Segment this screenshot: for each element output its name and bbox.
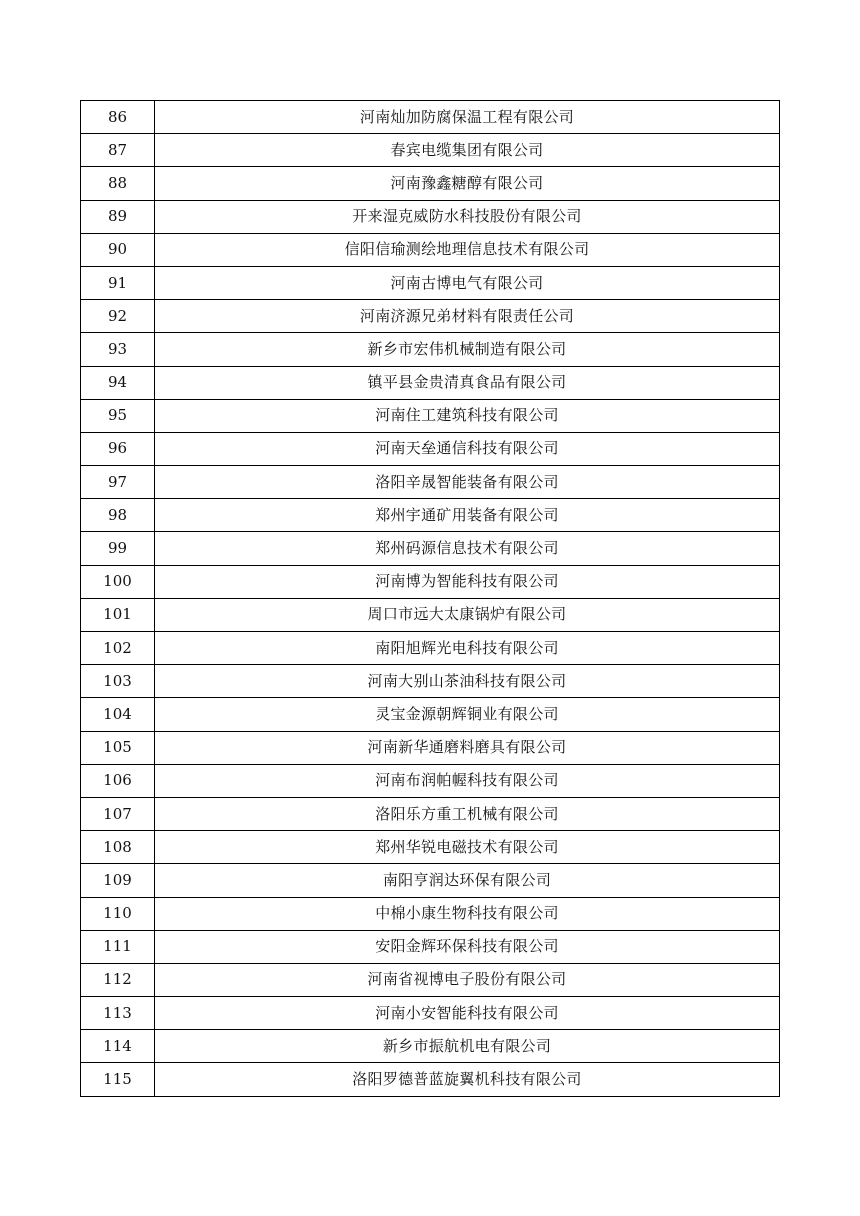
row-number: 105 xyxy=(81,731,155,764)
row-number: 110 xyxy=(81,897,155,930)
company-name: 春宾电缆集团有限公司 xyxy=(155,134,780,167)
table-row xyxy=(81,598,780,631)
row-number: 98 xyxy=(81,499,155,532)
table-row xyxy=(81,897,780,930)
table-row xyxy=(81,632,780,665)
table-row xyxy=(81,200,780,233)
table-row xyxy=(81,233,780,266)
row-number: 107 xyxy=(81,797,155,830)
row-number: 109 xyxy=(81,864,155,897)
row-number: 92 xyxy=(81,300,155,333)
table-row xyxy=(81,266,780,299)
company-name: 镇平县金贵清真食品有限公司 xyxy=(155,366,780,399)
company-name: 河南豫鑫糖醇有限公司 xyxy=(155,167,780,200)
company-name: 郑州华锐电磁技术有限公司 xyxy=(155,831,780,864)
table-row xyxy=(81,864,780,897)
row-number: 108 xyxy=(81,831,155,864)
company-name: 洛阳罗德普蓝旋翼机科技有限公司 xyxy=(155,1063,780,1096)
company-name: 灵宝金源朝辉铜业有限公司 xyxy=(155,698,780,731)
row-number: 111 xyxy=(81,930,155,963)
company-name: 周口市远大太康锅炉有限公司 xyxy=(155,598,780,631)
row-number: 88 xyxy=(81,167,155,200)
company-name: 河南住工建筑科技有限公司 xyxy=(155,399,780,432)
table-row xyxy=(81,300,780,333)
company-name: 郑州宇通矿用装备有限公司 xyxy=(155,499,780,532)
company-name: 安阳金辉环保科技有限公司 xyxy=(155,930,780,963)
table-row xyxy=(81,167,780,200)
table-row xyxy=(81,1030,780,1063)
company-list-table xyxy=(80,100,780,1097)
company-name: 南阳旭辉光电科技有限公司 xyxy=(155,632,780,665)
table-body xyxy=(81,101,780,1097)
row-number: 112 xyxy=(81,963,155,996)
row-number: 104 xyxy=(81,698,155,731)
company-name: 洛阳辛晟智能装备有限公司 xyxy=(155,466,780,499)
row-number: 89 xyxy=(81,200,155,233)
row-number: 99 xyxy=(81,532,155,565)
company-name: 新乡市振航机电有限公司 xyxy=(155,1030,780,1063)
company-name: 河南小安智能科技有限公司 xyxy=(155,997,780,1030)
row-number: 113 xyxy=(81,997,155,1030)
row-number: 87 xyxy=(81,134,155,167)
row-number: 93 xyxy=(81,333,155,366)
table-row xyxy=(81,101,780,134)
company-name: 洛阳乐方重工机械有限公司 xyxy=(155,797,780,830)
row-number: 96 xyxy=(81,432,155,465)
row-number: 103 xyxy=(81,665,155,698)
table-row xyxy=(81,499,780,532)
row-number: 94 xyxy=(81,366,155,399)
row-number: 100 xyxy=(81,565,155,598)
table-row xyxy=(81,764,780,797)
company-name: 河南博为智能科技有限公司 xyxy=(155,565,780,598)
company-name: 河南省视博电子股份有限公司 xyxy=(155,963,780,996)
table-row xyxy=(81,466,780,499)
table-row xyxy=(81,432,780,465)
table-row xyxy=(81,930,780,963)
company-name: 信阳信瑜测绘地理信息技术有限公司 xyxy=(155,233,780,266)
table-row xyxy=(81,134,780,167)
table-row xyxy=(81,997,780,1030)
table-row xyxy=(81,1063,780,1096)
company-name: 河南济源兄弟材料有限责任公司 xyxy=(155,300,780,333)
table-row xyxy=(81,366,780,399)
company-name: 河南灿加防腐保温工程有限公司 xyxy=(155,101,780,134)
row-number: 106 xyxy=(81,764,155,797)
table-row xyxy=(81,399,780,432)
company-name: 河南天垒通信科技有限公司 xyxy=(155,432,780,465)
document-page xyxy=(80,100,778,1097)
row-number: 90 xyxy=(81,233,155,266)
table-row xyxy=(81,665,780,698)
table-row xyxy=(81,532,780,565)
company-name: 中棉小康生物科技有限公司 xyxy=(155,897,780,930)
company-name: 河南布润帕幄科技有限公司 xyxy=(155,764,780,797)
table-row xyxy=(81,565,780,598)
company-name: 河南古博电气有限公司 xyxy=(155,266,780,299)
company-name: 南阳亨润达环保有限公司 xyxy=(155,864,780,897)
row-number: 101 xyxy=(81,598,155,631)
company-name: 开来湿克威防水科技股份有限公司 xyxy=(155,200,780,233)
row-number: 114 xyxy=(81,1030,155,1063)
company-name: 河南新华通磨料磨具有限公司 xyxy=(155,731,780,764)
table-row xyxy=(81,963,780,996)
row-number: 115 xyxy=(81,1063,155,1096)
company-name: 河南大别山茶油科技有限公司 xyxy=(155,665,780,698)
company-name: 郑州码源信息技术有限公司 xyxy=(155,532,780,565)
company-name: 新乡市宏伟机械制造有限公司 xyxy=(155,333,780,366)
table-row xyxy=(81,698,780,731)
table-row xyxy=(81,831,780,864)
row-number: 86 xyxy=(81,101,155,134)
table-row xyxy=(81,797,780,830)
row-number: 95 xyxy=(81,399,155,432)
row-number: 97 xyxy=(81,466,155,499)
table-row xyxy=(81,333,780,366)
table-row xyxy=(81,731,780,764)
row-number: 91 xyxy=(81,266,155,299)
row-number: 102 xyxy=(81,632,155,665)
